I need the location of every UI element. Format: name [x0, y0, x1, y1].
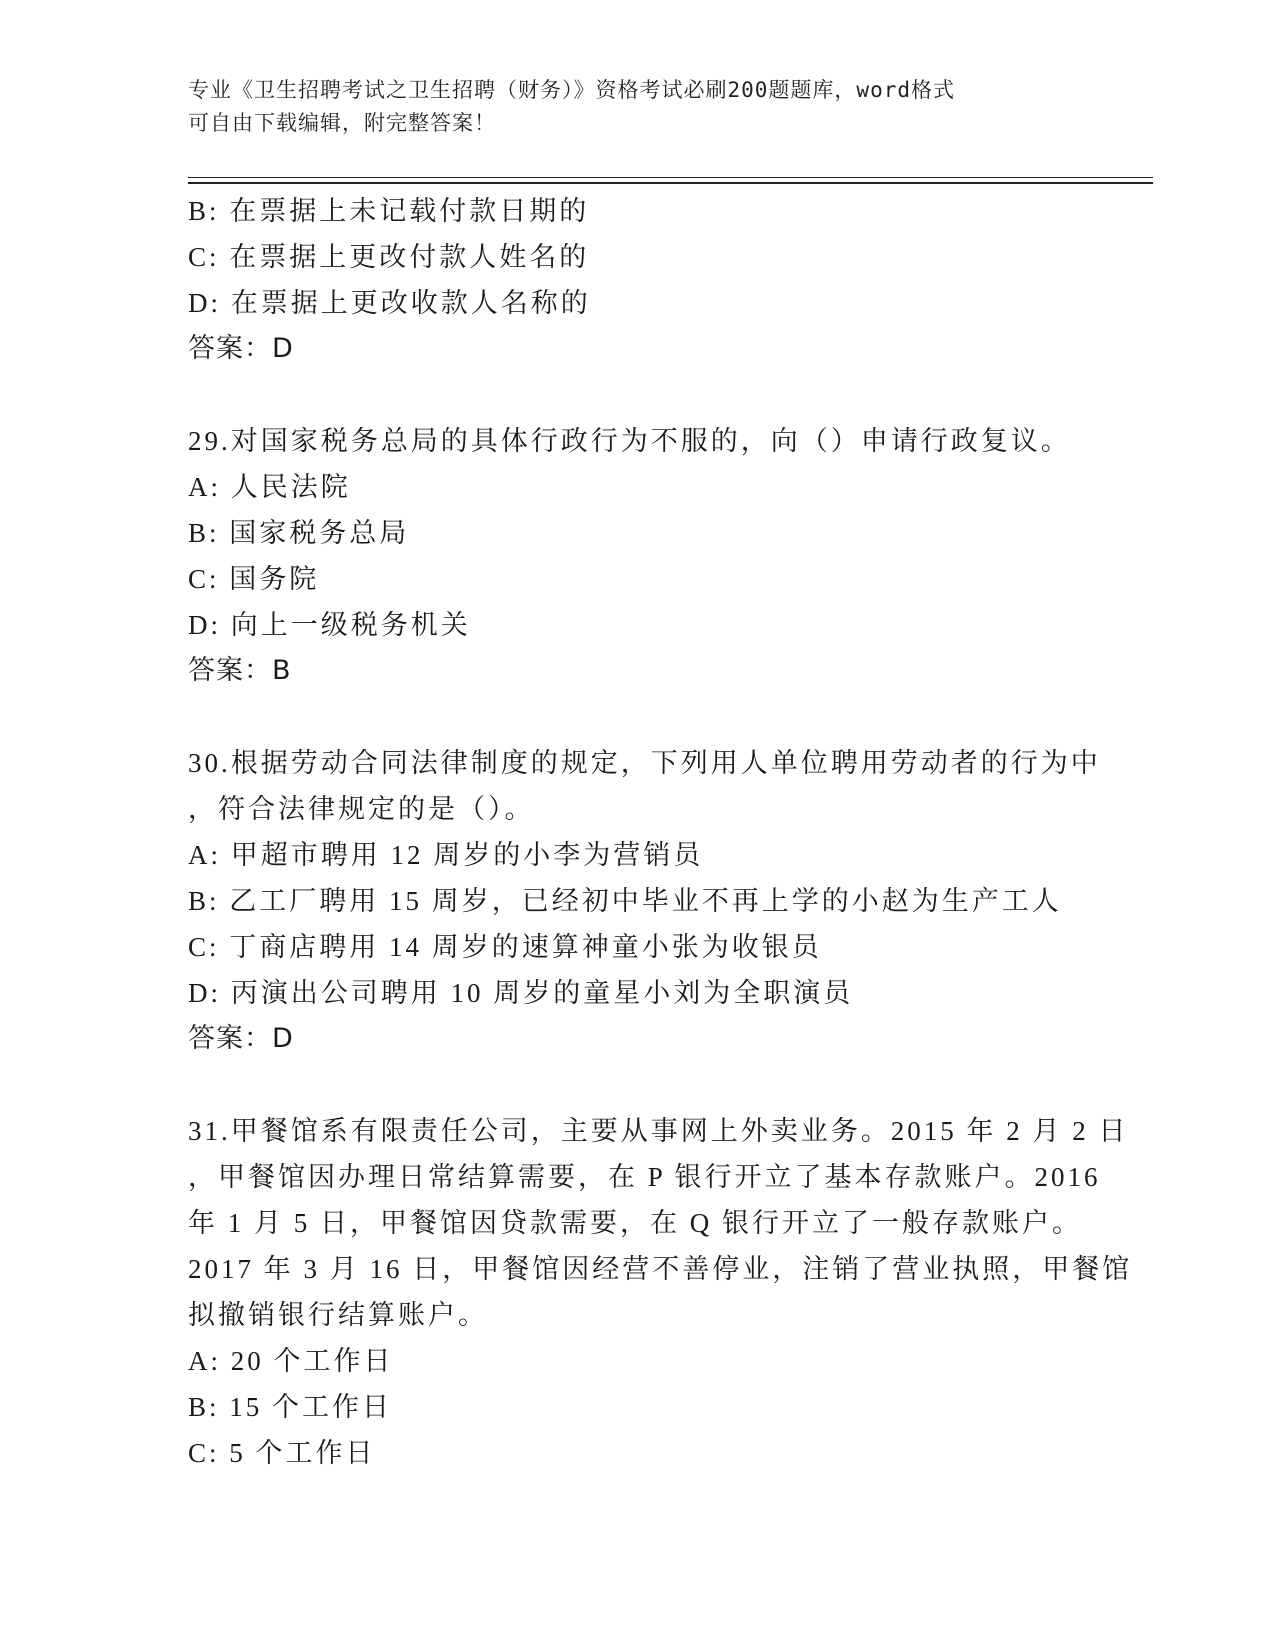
header-divider-thin [188, 177, 1153, 178]
question-stem: ，符合法律规定的是（）。 [188, 794, 535, 824]
option-b: B: 15 个工作日 [188, 1392, 393, 1422]
header-line-1: 专业《卫生招聘考试之卫生招聘（财务）》资格考试必刷200题题库，word格式 [188, 78, 955, 102]
option-b: B: 乙工厂聘用 15 周岁，已经初中毕业不再上学的小赵为生产工人 [188, 886, 1062, 916]
spacer [188, 1062, 1088, 1108]
answer-line: 答案：D [188, 333, 294, 364]
question-stem: 年 1 月 5 日，甲餐馆因贷款需要，在 Q 银行开立了一般存款账户。 [188, 1208, 1082, 1238]
option-b: B: 在票据上未记载付款日期的 [188, 196, 590, 226]
answer-line: 答案：B [188, 655, 292, 686]
question-stem: 2017 年 3 月 16 日，甲餐馆因经营不善停业，注销了营业执照，甲餐馆 [188, 1254, 1133, 1284]
spacer [188, 694, 1088, 740]
question-stem: 拟撤销银行结算账户。 [188, 1300, 488, 1330]
option-d: D: 向上一级税务机关 [188, 610, 471, 640]
option-d: D: 在票据上更改收款人名称的 [188, 288, 591, 318]
question-block-28 [188, 188, 1088, 372]
question-stem: 30.根据劳动合同法律制度的规定，下列用人单位聘用劳动者的行为中 [188, 748, 1101, 778]
option-c: C: 国务院 [188, 564, 320, 594]
option-a: A: 人民法院 [188, 472, 351, 502]
question-block-31 [188, 1108, 1133, 1476]
option-c: C: 丁商店聘用 14 周岁的速算神童小张为收银员 [188, 932, 822, 962]
header-divider-thick [188, 182, 1153, 184]
option-d: D: 丙演出公司聘用 10 周岁的童星小刘为全职演员 [188, 978, 854, 1008]
option-c: C: 在票据上更改付款人姓名的 [188, 242, 590, 272]
option-b: B: 国家税务总局 [188, 518, 410, 548]
spacer [188, 372, 1088, 418]
question-list [188, 188, 1133, 1476]
answer-line: 答案：D [188, 1023, 294, 1054]
question-stem: 29.对国家税务总局的具体行政行为不服的，向（）申请行政复议。 [188, 426, 1071, 456]
option-a: A: 20 个工作日 [188, 1346, 394, 1376]
document-header [188, 74, 1088, 140]
question-block-29 [188, 418, 1088, 694]
option-c: C: 5 个工作日 [188, 1438, 376, 1468]
question-block-30 [188, 740, 1101, 1062]
question-stem: 31.甲餐馆系有限责任公司，主要从事网上外卖业务。2015 年 2 月 2 日 [188, 1116, 1129, 1146]
header-line-2: 可自由下载编辑，附完整答案！ [188, 111, 496, 135]
question-stem: ，甲餐馆因办理日常结算需要，在 P 银行开立了基本存款账户。2016 [188, 1162, 1101, 1192]
option-a: A: 甲超市聘用 12 周岁的小李为营销员 [188, 840, 704, 870]
